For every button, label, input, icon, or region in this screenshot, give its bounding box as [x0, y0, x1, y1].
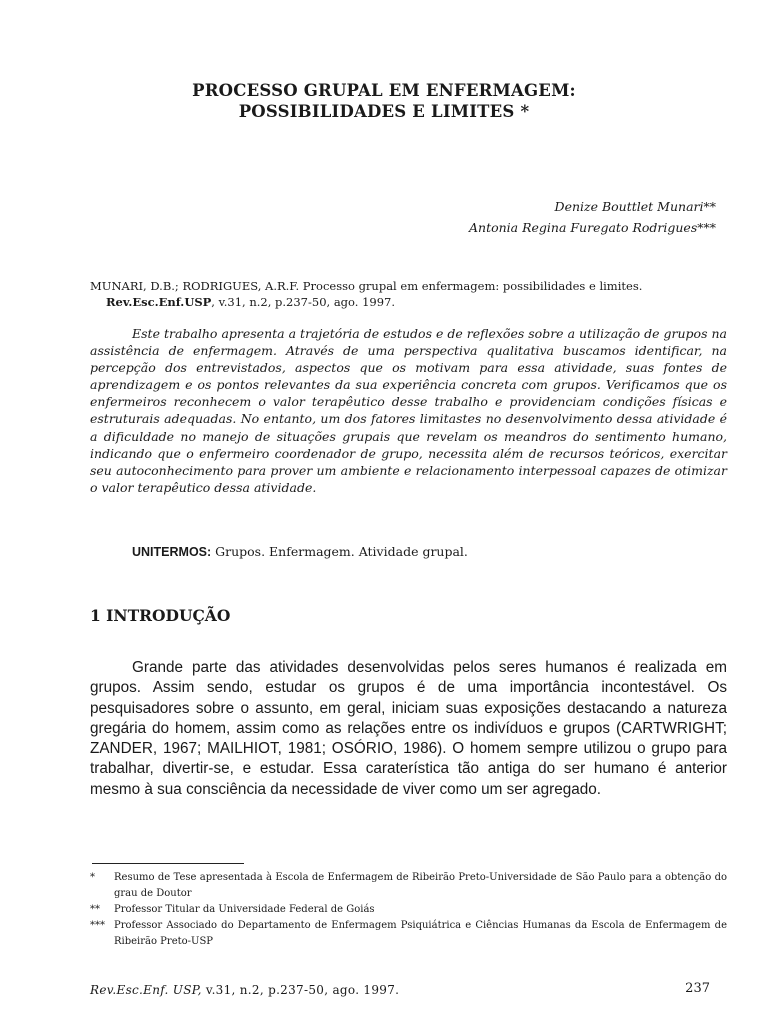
running-footer: [90, 982, 399, 998]
author-2: Antonia Regina Furegato Rodrigues***: [469, 220, 716, 235]
footer-details: v.31, n.2, p.237-50, ago. 1997.: [201, 983, 400, 997]
footnote: [90, 902, 727, 918]
page-number: 237: [685, 981, 710, 996]
footnote-mark: *: [90, 872, 95, 883]
footnote-text: Resumo de Tese apresentada à Escola de Enfermagem de Ribeirão Preto-Universidade de São Paulo para a obtenção do grau de Doutor: [114, 872, 727, 899]
footnote-mark: **: [90, 904, 100, 915]
citation-line-1: MUNARI, D.B.; RODRIGUES, A.R.F. Processo grupal em enfermagem: possibilidades e limites.: [90, 279, 643, 293]
article-title: [0, 80, 768, 122]
bibliographic-citation: [90, 278, 726, 310]
footnote-text: Professor Titular da Universidade Federal de Goiás: [114, 904, 375, 915]
intro-paragraph: Grande parte das atividades desenvolvidas pelos seres humanos é realizada em grupos. Assim sendo, estudar os grupos é de uma importância incontestável. Os pesquisadores sobre o assunto, em geral, iniciam suas exposições destacando a natureza gregária do homem, assim como as relações entre os indivíduos e grupos (CARTWRIGHT; ZANDER, 1967; MAILHIOT, 1981; OSÓRIO, 1986). O homem sempre utilizou o grupo para trabalhar, divertir-se, e estudar. Essa caraterística tão antiga do ser humano é anterior mesmo à sua consciência da necessidade de viver como um ser agregado.: [90, 659, 727, 798]
title-line-1: PROCESSO GRUPAL EM ENFERMAGEM:: [192, 81, 576, 100]
citation-details: , v.31, n.2, p.237-50, ago. 1997.: [211, 295, 395, 309]
footer-journal: Rev.Esc.Enf. USP,: [90, 983, 202, 997]
citation-line-2: [90, 294, 726, 310]
footnote: [90, 918, 727, 950]
abstract-paragraph: Este trabalho apresenta a trajetória de estudos e de reflexões sobre a utilização de grupos na assistência de enfermagem. Através de uma perspectiva qualitativa buscamos identificar, na percepção dos entrevistados, aspectos que os motivam para essa atividade, suas fontes de aprendizagem e os pontos relevantes da sua experiência concreta com grupos. Verificamos que os enfermeiros reconhecem o valor terapêutico desse trabalho e providenciam condições físicas e estruturais adequadas. No entanto, um dos fatores limitastes no desenvolvimento dessa atividade é a dificuldade no manejo de situações grupais que revelam os meandros do sentimento humano, indicando que o enfermeiro coordenador de grupo, necessita além de recursos teóricos, exercitar seu autoconhecimento para prover um ambiente e relacionamento interpessoal capazes de otimizar o valor terapêutico dessa atividade.: [90, 326, 727, 495]
footnote-text: Professor Associado do Departamento de Enfermagem Psiquiátrica e Ciências Humanas da Escola de Enfermagem de Ribeirão Preto-USP: [114, 920, 727, 947]
keywords-label: UNITERMOS:: [132, 545, 212, 559]
footnote-mark: ***: [90, 920, 105, 931]
section-heading: 1 INTRODUÇÃO: [90, 606, 231, 625]
title-line-2: POSSIBILIDADES E LIMITES *: [238, 102, 530, 121]
footnotes: [90, 870, 727, 950]
keywords: [132, 543, 468, 561]
citation-journal: Rev.Esc.Enf.USP: [106, 295, 212, 309]
author-1: Denize Bouttlet Munari**: [554, 199, 716, 214]
footnote: [90, 870, 727, 902]
keywords-text: Grupos. Enfermagem. Atividade grupal.: [211, 544, 468, 559]
author-list: [469, 196, 716, 238]
footnote-divider: [92, 863, 244, 864]
